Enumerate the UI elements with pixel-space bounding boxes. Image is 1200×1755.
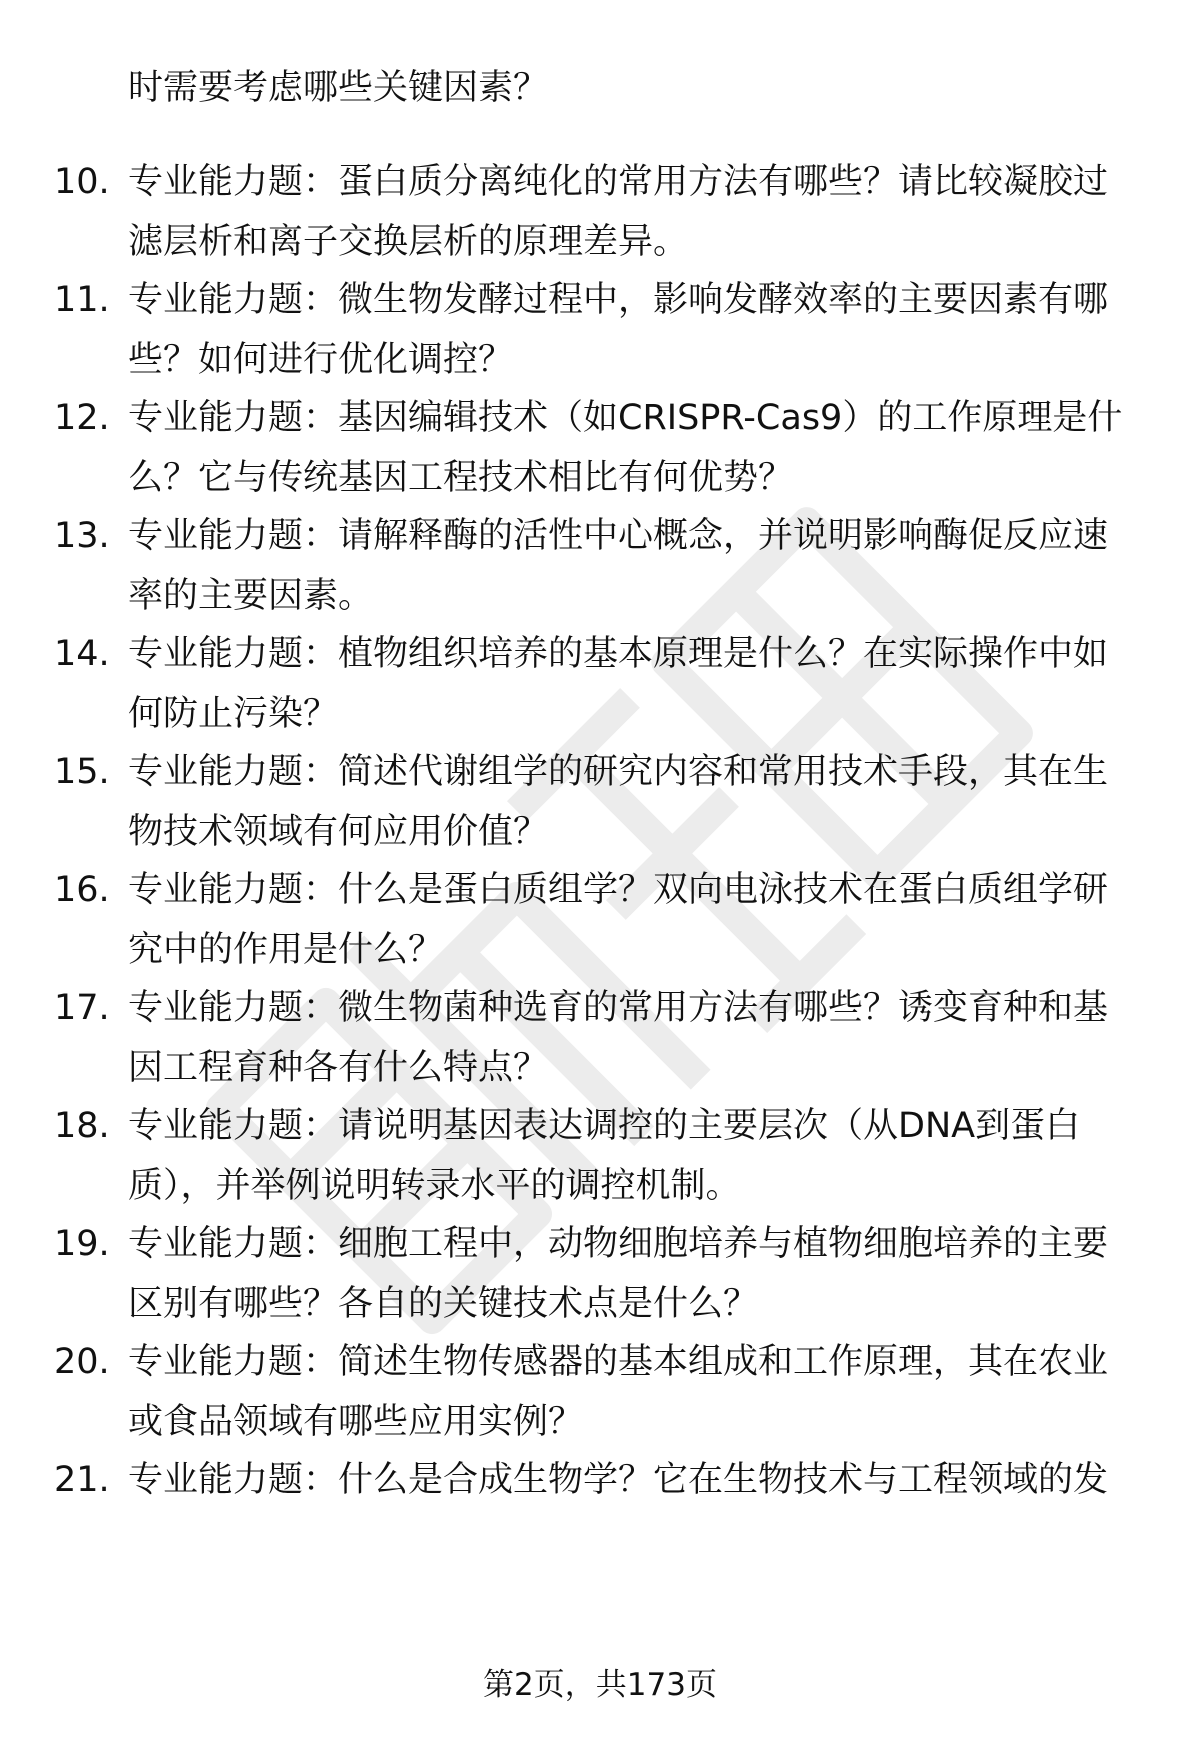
question-item — [0, 978, 1200, 1098]
question-number: 14. — [54, 634, 110, 674]
question-text-line-2: 区别有哪些？各自的关键技术点是什么？ — [128, 1284, 759, 1324]
question-number: 19. — [54, 1224, 110, 1264]
question-text-line-1: 专业能力题：简述生物传感器的基本组成和工作原理，其在农业 — [128, 1342, 1109, 1382]
question-text-line-2: 率的主要因素。 — [128, 576, 374, 616]
question-text-line-1: 专业能力题：微生物发酵过程中，影响发酵效率的主要因素有哪 — [128, 280, 1109, 320]
question-item — [0, 1450, 1200, 1570]
question-number: 13. — [54, 516, 110, 556]
question-item — [0, 624, 1200, 744]
question-item — [0, 388, 1200, 508]
question-item — [0, 860, 1200, 980]
question-number: 17. — [54, 988, 110, 1028]
question-text-line-1: 专业能力题：什么是合成生物学？它在生物技术与工程领域的发 — [128, 1460, 1109, 1500]
question-number: 15. — [54, 752, 110, 792]
question-number: 20. — [54, 1342, 110, 1382]
question-item — [0, 506, 1200, 626]
question-number: 18. — [54, 1106, 110, 1146]
question-text-line-2: 何防止污染？ — [128, 694, 339, 734]
page-number-label: 第2页，共173页 — [483, 1667, 717, 1703]
question-text-line-2: 么？它与传统基因工程技术相比有何优势？ — [128, 458, 794, 498]
question-text-line-2: 究中的作用是什么？ — [128, 930, 444, 970]
question-text-line-2: 因工程育种各有什么特点？ — [128, 1048, 549, 1088]
question-text-line-2: 或食品领域有哪些应用实例？ — [128, 1402, 584, 1442]
question-text-line-1: 专业能力题：微生物菌种选育的常用方法有哪些？诱变育种和基 — [128, 988, 1109, 1028]
question-number: 12. — [54, 398, 110, 438]
question-number: 10. — [54, 162, 110, 202]
question-text-line-1: 专业能力题：蛋白质分离纯化的常用方法有哪些？请比较凝胶过 — [128, 162, 1109, 202]
question-text-line-1: 专业能力题：细胞工程中，动物细胞培养与植物细胞培养的主要 — [128, 1224, 1109, 1264]
page-footer — [0, 1660, 1200, 1710]
question-item — [0, 270, 1200, 390]
question-item — [0, 1214, 1200, 1334]
question-text-line-1: 专业能力题：植物组织培养的基本原理是什么？在实际操作中如 — [128, 634, 1109, 674]
question-item — [0, 152, 1200, 272]
question-text-line-1: 专业能力题：什么是蛋白质组学？双向电泳技术在蛋白质组学研 — [128, 870, 1109, 910]
question-item — [0, 1096, 1200, 1216]
question-item — [0, 1332, 1200, 1452]
question-number: 16. — [54, 870, 110, 910]
question-text-line-1: 专业能力题：请说明基因表达调控的主要层次（从DNA到蛋白 — [128, 1106, 1081, 1146]
question-text-line-1: 专业能力题：简述代谢组学的研究内容和常用技术手段，其在生 — [128, 752, 1109, 792]
question-text-line-2: 滤层析和离子交换层析的原理差异。 — [128, 222, 689, 262]
question-text-line-2: 些？如何进行优化调控？ — [128, 340, 514, 380]
question-text-line-1: 专业能力题：基因编辑技术（如CRISPR-Cas9）的工作原理是什 — [128, 398, 1123, 438]
question-text-line-2: 物技术领域有何应用价值？ — [128, 812, 549, 852]
question-number: 21. — [54, 1460, 110, 1500]
question-text-line-1: 专业能力题：请解释酶的活性中心概念，并说明影响酶促反应速 — [128, 516, 1109, 556]
previous-question-continuation: 时需要考虑哪些关键因素？ — [128, 68, 549, 108]
question-text-line-2: 质），并举例说明转录水平的调控机制。 — [128, 1166, 741, 1206]
question-item — [0, 742, 1200, 862]
question-number: 11. — [54, 280, 110, 320]
